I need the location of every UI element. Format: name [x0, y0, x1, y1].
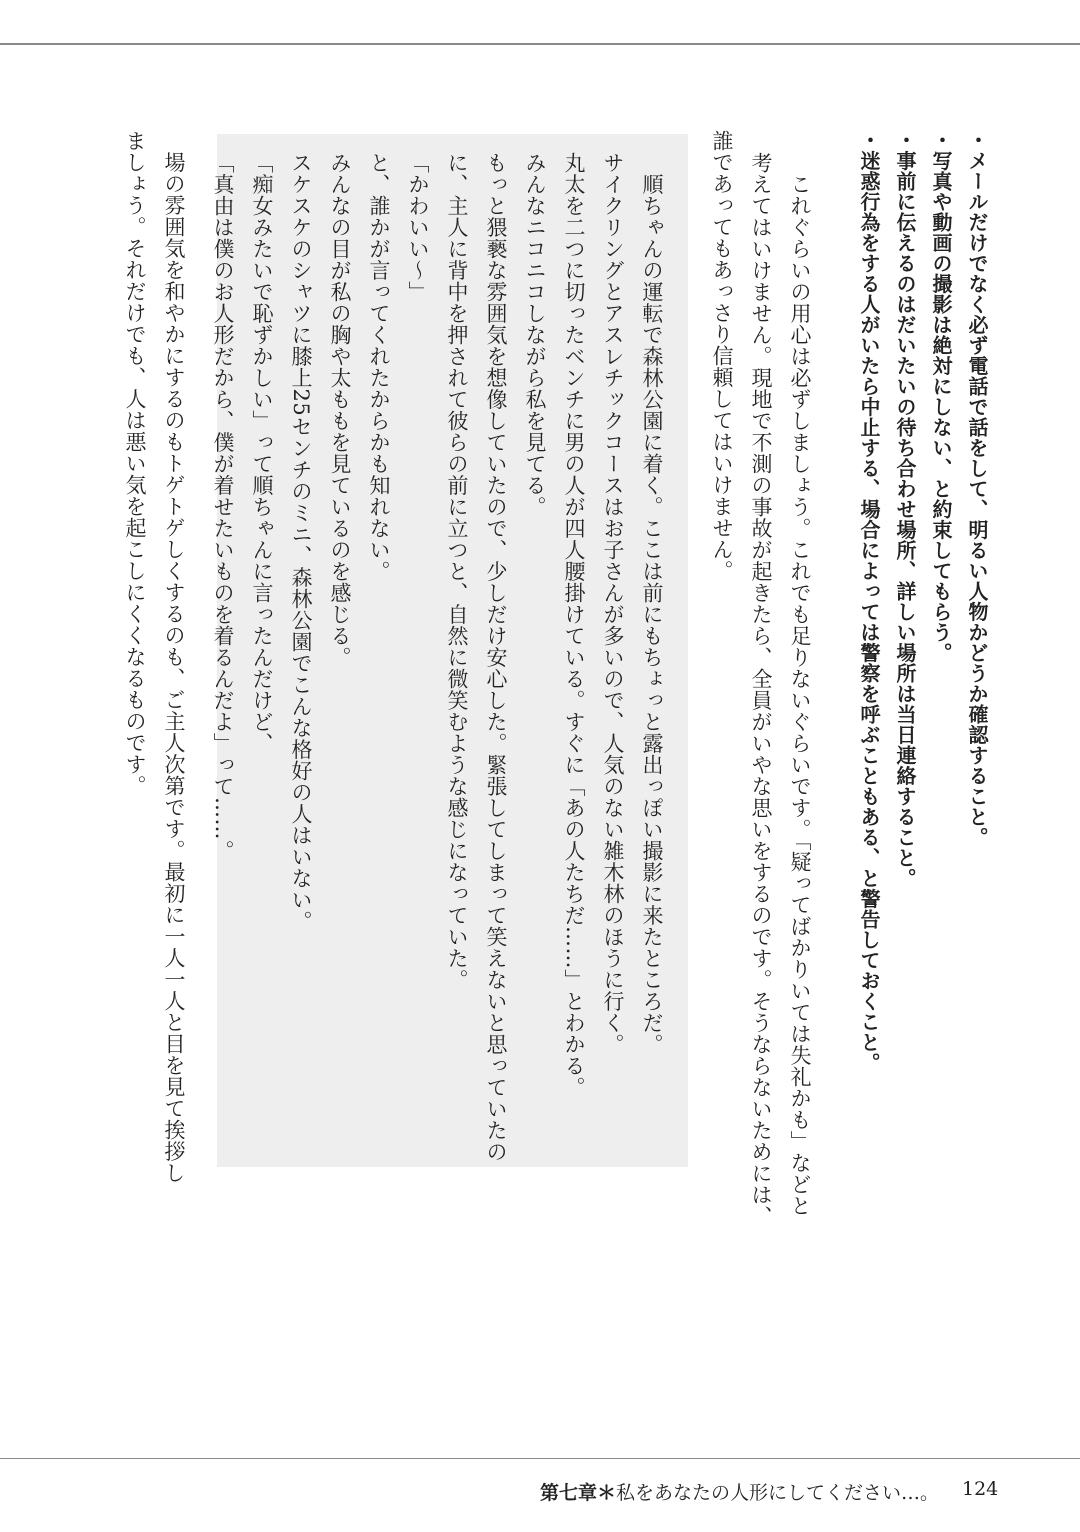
story-line: もっと猥褻な雰囲気を想像していたので、少しだけ安心した。緊張してしまって笑えないと思っていたの: [484, 152, 508, 1163]
story-line: みんなニコニコしながら私を見てる。: [523, 152, 547, 518]
bullet-item: ・事前に伝えるのはだいたいの待ち合わせ場所、詳しい場所は当日連絡すること。: [893, 130, 917, 889]
page-number: 124: [962, 1478, 999, 1500]
paragraph-line: 場の雰囲気を和やかにするのもトゲトゲしくするのも、ご主人次第です。最初に一人一人と目を見て挨拶し: [162, 130, 186, 1184]
story-line: に、主人に背中を押されて彼らの前に立つと、自然に微笑むような感じになっていた。: [445, 152, 469, 991]
paragraph-line: 考えてはいけません。現地で不測の事故が起きたら、全員がいやな思いをするのです。そうならないためには、: [749, 152, 773, 1227]
chapter-label: 第七章＊: [540, 1482, 617, 1504]
story-line: 順ちゃんの運転で森林公園に着く。ここは前にもちょっと露出っぽい撮影に来たところだ。: [640, 152, 664, 1055]
story-line: みんなの目が私の胸や太ももを見ているのを感じる。: [328, 152, 352, 668]
bullet-item: ・迷惑行為をする人がいたら中止する、場合によっては警察を呼ぶこともある、と警告しておくこと。: [857, 130, 881, 1073]
paragraph-line: 誰であってもあっさり信頼してはいけません。: [710, 130, 734, 582]
chapter-title: 私をあなたの人形にしてください…。: [616, 1482, 940, 1504]
story-line: 丸太を二つに切ったベンチに男の人が四人腰掛けている。すぐに「あの人たちだ……」とわかる。: [562, 152, 586, 1098]
paragraph-line: これぐらいの用心は必ずしましょう。これでも足りないぐらいです。「疑ってばかりいては失礼かも」などと: [788, 152, 812, 1217]
bullet-item: ・写真や動画の撮影は絶対にしない、と約束してもらう。: [929, 130, 953, 663]
story-line: サイクリングとアスレチックコースはお子さんが多いので、人気のない雑木林のほうに行く。: [601, 152, 625, 1055]
story-line: スケスケのシャツに膝上25センチのミニ、森林公園でこんな格好の人はいない。: [289, 152, 313, 933]
story-line: 「真由は僕のお人形だから、僕が着せたいものを着るんだよ」って……。: [211, 152, 235, 862]
running-footer: [540, 1478, 939, 1505]
story-line: と、誰かが言ってくれたからかも知れない。: [367, 152, 391, 582]
story-line: 「かわいい〜」: [406, 152, 430, 303]
top-rule: [0, 43, 1080, 45]
bottom-rule: [0, 1458, 1080, 1459]
bullet-item: ・メールだけでなく必ず電話で話をして、明るい人物かどうか確認すること。: [965, 130, 989, 848]
paragraph-line: ましょう。それだけでも、人は悪い気を起こしにくくなるものです。: [123, 130, 147, 797]
story-line: 「痴女みたいで恥ずかしい」って順ちゃんに言ったんだけど、: [250, 152, 274, 754]
